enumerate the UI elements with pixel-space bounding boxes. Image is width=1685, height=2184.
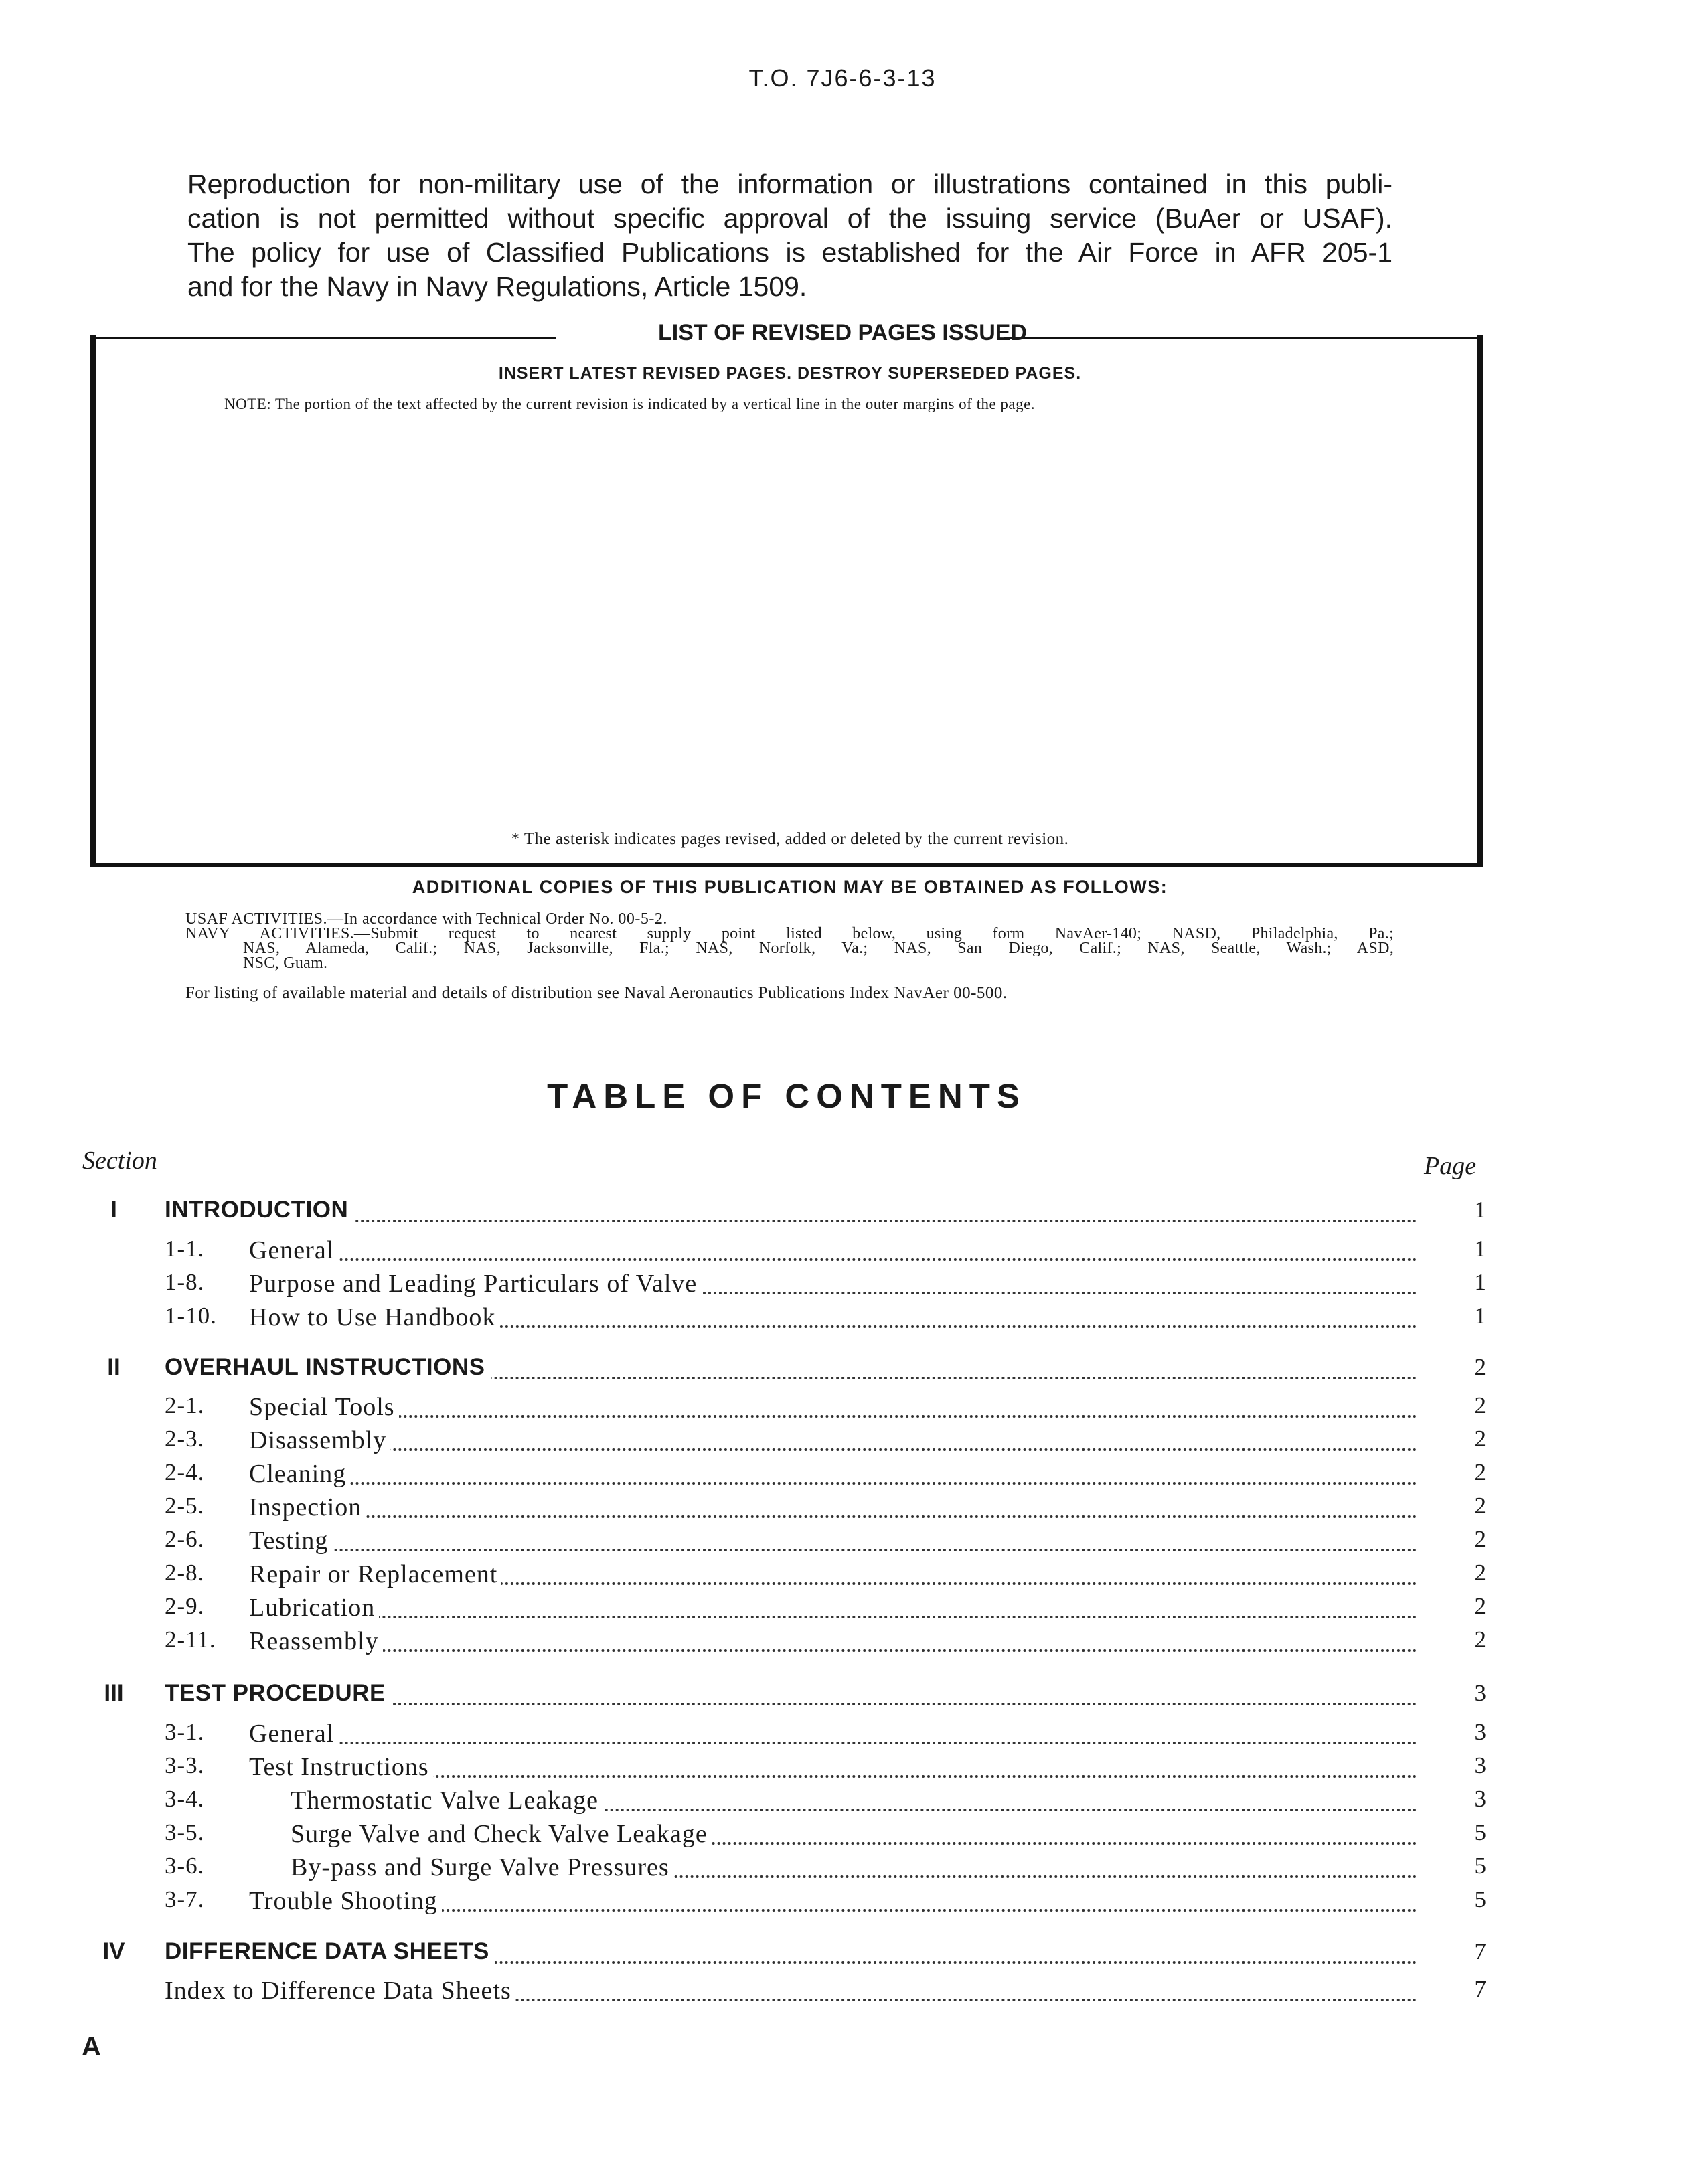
toc-item-row: [0, 1236, 1685, 1266]
page-number: 2: [1474, 1526, 1486, 1552]
item-number: 3-1.: [165, 1719, 205, 1745]
reproduction-notice-line: The policy for use of Classified Publications is established for the Air Force in AFR 205-1: [187, 237, 1392, 268]
page-number: 2: [1474, 1626, 1486, 1653]
section-number: II: [107, 1354, 121, 1380]
revised-pages-instruction: INSERT LATEST REVISED PAGES. DESTROY SUPERSEDED PAGES.: [498, 364, 1082, 383]
section-number: I: [110, 1197, 117, 1223]
toc-item-row: [0, 1526, 1685, 1557]
toc-item-row: [0, 1459, 1685, 1490]
section-title: TEST PROCEDURE: [165, 1680, 391, 1707]
item-title: Lubrication: [249, 1593, 379, 1622]
item-title: Special Tools: [249, 1392, 399, 1422]
dot-leader: [254, 1252, 1417, 1261]
dot-leader: [254, 1609, 1417, 1618]
section-title: DIFFERENCE DATA SHEETS: [165, 1938, 495, 1965]
item-number: 3-6.: [165, 1853, 205, 1879]
item-title: Trouble Shooting: [249, 1886, 442, 1916]
toc-item-row: [0, 1593, 1685, 1624]
item-number: 3-5.: [165, 1819, 205, 1845]
item-number: 2-11.: [165, 1626, 216, 1653]
item-title: Thermostatic Valve Leakage: [291, 1786, 603, 1815]
toc-item-row: [0, 1426, 1685, 1456]
item-title: Disassembly: [249, 1426, 390, 1455]
item-title: Testing: [249, 1526, 332, 1556]
item-number: 1-1.: [165, 1236, 205, 1262]
item-title: By-pass and Surge Valve Pressures: [291, 1853, 673, 1882]
page-number: 5: [1474, 1819, 1486, 1845]
reproduction-notice-line: and for the Navy in Navy Regulations, Article 1509.: [187, 271, 807, 302]
page-number: 2: [1474, 1392, 1486, 1418]
page-number: 2: [1474, 1426, 1486, 1452]
toc-item-row: [0, 1786, 1685, 1817]
usaf-activities: USAF ACTIVITIES.—In accordance with Technical Order No. 00-5-2.: [185, 910, 667, 928]
toc-item-row: [0, 1560, 1685, 1590]
item-number: 2-4.: [165, 1459, 205, 1485]
toc-section-row: [0, 1197, 1685, 1228]
dot-leader: [254, 1542, 1417, 1551]
page-number: 3: [1474, 1680, 1486, 1706]
dot-leader: [174, 1213, 1417, 1222]
toc-page-label: Page: [1424, 1152, 1477, 1180]
page-number: 2: [1474, 1354, 1486, 1380]
page-number: 5: [1474, 1886, 1486, 1912]
page-number: 2: [1474, 1560, 1486, 1586]
revised-pages-box: [90, 335, 1483, 867]
item-number: 2-1.: [165, 1392, 205, 1418]
section-title: OVERHAUL INSTRUCTIONS: [165, 1354, 491, 1381]
toc-section-row: [0, 1938, 1685, 1969]
toc-item-row: [0, 1752, 1685, 1783]
toc-item-row: [0, 1819, 1685, 1850]
page-number: 2: [1474, 1593, 1486, 1619]
dot-leader: [254, 1408, 1417, 1418]
item-title: Test Instructions: [249, 1752, 433, 1782]
item-number: 1-8.: [165, 1269, 205, 1295]
technical-order-number: T.O. 7J6-6-3-13: [748, 64, 937, 92]
item-title: Surge Valve and Check Valve Leakage: [291, 1819, 712, 1849]
item-title: Inspection: [249, 1493, 366, 1522]
toc-section-label: Section: [82, 1147, 157, 1175]
reproduction-notice-line: cation is not permitted without specific approval of the issuing service (BuAer or USAF).: [187, 203, 1392, 234]
item-title: Index to Difference Data Sheets: [165, 1976, 515, 2005]
item-title: Reassembly: [249, 1626, 383, 1656]
item-title: General: [249, 1236, 338, 1265]
page-number: 1: [1474, 1303, 1486, 1329]
item-number: 2-5.: [165, 1493, 205, 1519]
page-number: 2: [1474, 1493, 1486, 1519]
revision-note: NOTE: The portion of the text affected by the current revision is indicated by a vertical line in the outer margins of the page.: [224, 396, 1036, 412]
item-title: General: [249, 1719, 338, 1748]
dot-leader: [254, 1643, 1417, 1652]
item-number: 2-9.: [165, 1593, 205, 1619]
section-title: INTRODUCTION: [165, 1197, 353, 1224]
toc-item-row: [0, 1976, 1685, 2007]
dot-leader: [254, 1509, 1417, 1518]
item-title: Cleaning: [249, 1459, 350, 1489]
section-number: IV: [102, 1938, 125, 1964]
reproduction-notice: [187, 167, 1392, 304]
page-number: 3: [1474, 1719, 1486, 1745]
page-number: 1: [1474, 1269, 1486, 1295]
page-number: 2: [1474, 1459, 1486, 1485]
page-letter: A: [82, 2032, 101, 2062]
toc-item-row: [0, 1392, 1685, 1423]
item-number: 3-7.: [165, 1886, 205, 1912]
toc-section-row: [0, 1354, 1685, 1385]
item-number: 2-8.: [165, 1560, 205, 1586]
toc-item-row: [0, 1303, 1685, 1333]
toc-title: TABLE OF CONTENTS: [547, 1077, 1026, 1115]
page-number: 3: [1474, 1786, 1486, 1812]
item-number: 2-6.: [165, 1526, 205, 1552]
item-number: 2-3.: [165, 1426, 205, 1452]
dot-leader: [254, 1442, 1417, 1451]
page-number: 7: [1474, 1938, 1486, 1964]
page-number: 1: [1474, 1197, 1486, 1223]
asterisk-note: * The asterisk indicates pages revised, added or deleted by the current revision.: [511, 830, 1069, 848]
additional-copies-heading: ADDITIONAL COPIES OF THIS PUBLICATION MAY BE OBTAINED AS FOLLOWS:: [412, 877, 1168, 897]
navy-activities-line: NSC, Guam.: [243, 954, 328, 972]
distribution-listing: For listing of available material and details of distribution see Naval Aeronautics Publications Index NavAer 00-500.: [185, 984, 1008, 1002]
toc-item-row: [0, 1626, 1685, 1657]
navy-activities-line: NAS, Alameda, Calif.; NAS, Jacksonville, Fla.; NAS, Norfolk, Va.; NAS, San Diego, Calif.; NAS, Seattle, Wash.; ASD,: [243, 940, 1394, 957]
navy-activities-line: NAVY ACTIVITIES.—Submit request to nearest supply point listed below, using form NavAer-140; NASD, Philadelphia, Pa.;: [185, 925, 1394, 942]
toc-item-row: [0, 1886, 1685, 1917]
page-number: 1: [1474, 1236, 1486, 1262]
section-number: III: [104, 1680, 124, 1706]
reproduction-notice-line: Reproduction for non-military use of the information or illustrations contained in this publi-: [187, 169, 1392, 199]
page-number: 5: [1474, 1853, 1486, 1879]
item-title: Purpose and Leading Particulars of Valve: [249, 1269, 701, 1298]
dot-leader: [254, 1735, 1417, 1744]
item-title: Repair or Replacement: [249, 1560, 501, 1589]
navy-activities: [185, 926, 1394, 971]
revised-pages-title: LIST OF REVISED PAGES ISSUED: [657, 320, 1028, 345]
item-number: 1-10.: [165, 1303, 217, 1329]
item-title: How to Use Handbook: [249, 1303, 499, 1332]
toc-section-row: [0, 1680, 1685, 1711]
page-number: 3: [1474, 1752, 1486, 1778]
page-number: 7: [1474, 1976, 1486, 2002]
toc-item-row: [0, 1269, 1685, 1300]
dot-leader: [254, 1475, 1417, 1485]
item-number: 3-4.: [165, 1786, 205, 1812]
toc-item-row: [0, 1719, 1685, 1750]
item-number: 3-3.: [165, 1752, 205, 1778]
toc-item-row: [0, 1853, 1685, 1883]
toc-item-row: [0, 1493, 1685, 1523]
